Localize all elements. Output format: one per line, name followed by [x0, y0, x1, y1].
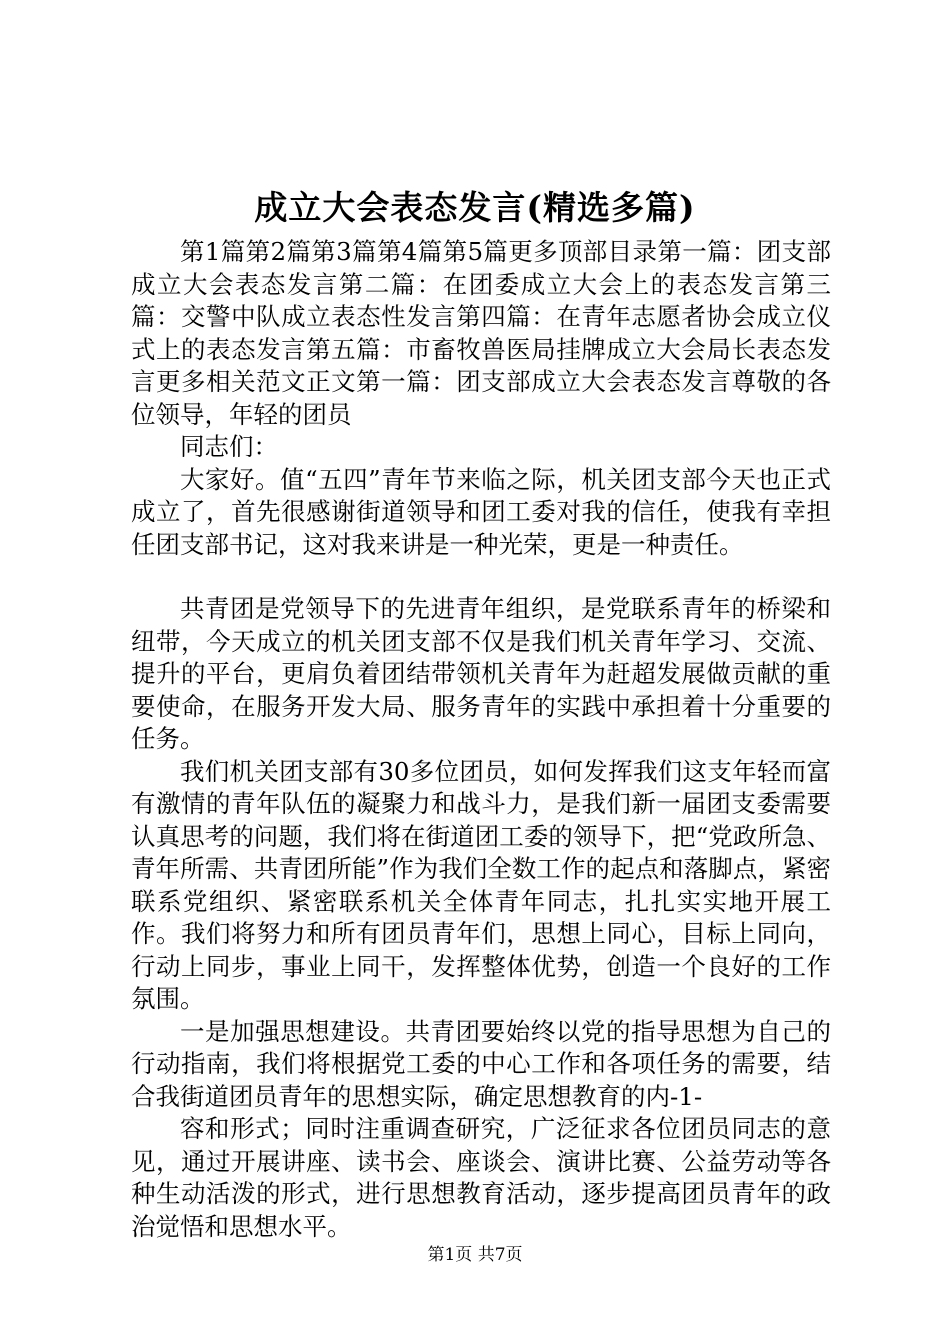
page-footer: 第1页 共7页: [427, 1245, 523, 1265]
paragraph-youth-league: 共青团是党领导下的先进青年组织，是党联系青年的桥梁和纽带，今天成立的机关团支部不仅是我们机关青年学习、交流、提升的平台，更肩负着团结带领机关青年为赶超发展做贡献的重要使命，在服务开发大局、服务青年的实践中承担着十分重要的任务。: [131, 594, 831, 753]
document-title: 成立大会表态发言(精选多篇): [254, 188, 696, 227]
document-body: [131, 236, 831, 1243]
paragraph-content-form: 容和形式；同时注重调查研究，广泛征求各位团员同志的意见，通过开展讲座、读书会、座谈会、演讲比赛、公益劳动等各种生动活泼的形式，进行思想教育活动，逐步提高团员青年的政治觉悟和思想水平。: [131, 1114, 831, 1241]
paragraph-table-of-contents: 第1篇第2篇第3篇第4篇第5篇更多顶部目录第一篇：团支部成立大会表态发言第二篇：在团委成立大会上的表态发言第三篇：交警中队成立表态性发言第四篇：在青年志愿者协会成立仪式上的表态发言第五篇：市畜牧兽医局挂牌成立大会局长表态发言更多相关范文正文第一篇：团支部成立大会表态发言尊敬的各位领导，年轻的团员: [131, 237, 831, 429]
paragraph-branch-members: 我们机关团支部有30多位团员，如何发挥我们这支年轻而富有激情的青年队伍的凝聚力和战斗力，是我们新一届团支委需要认真思考的问题，我们将在街道团工委的领导下，把“党政所急、青年所需、共青团所能”作为我们全数工作的起点和落脚点，紧密联系党组织、紧密联系机关全体青年同志，扎扎实实地开展工作。我们将努力和所有团员青年们，思想上同心，目标上同向，行动上同步，事业上同干，发挥整体优势，创造一个良好的工作氛围。: [131, 756, 831, 1013]
paragraph-salutation: 同志们：: [180, 432, 278, 461]
paragraph-greeting: 大家好。值“五四”青年节来临之际，机关团支部今天也正式成立了，首先很感谢街道领导和团工委对我的信任，使我有幸担任团支部书记，这对我来讲是一种光荣，更是一种责任。: [131, 464, 831, 559]
paragraph-ideology: 一是加强思想建设。共青团要始终以党的指导思想为自己的行动指南，我们将根据党工委的中心工作和各项任务的需要，结合我街道团员青年的思想实际，确定思想教育的内-1-: [131, 1016, 831, 1111]
